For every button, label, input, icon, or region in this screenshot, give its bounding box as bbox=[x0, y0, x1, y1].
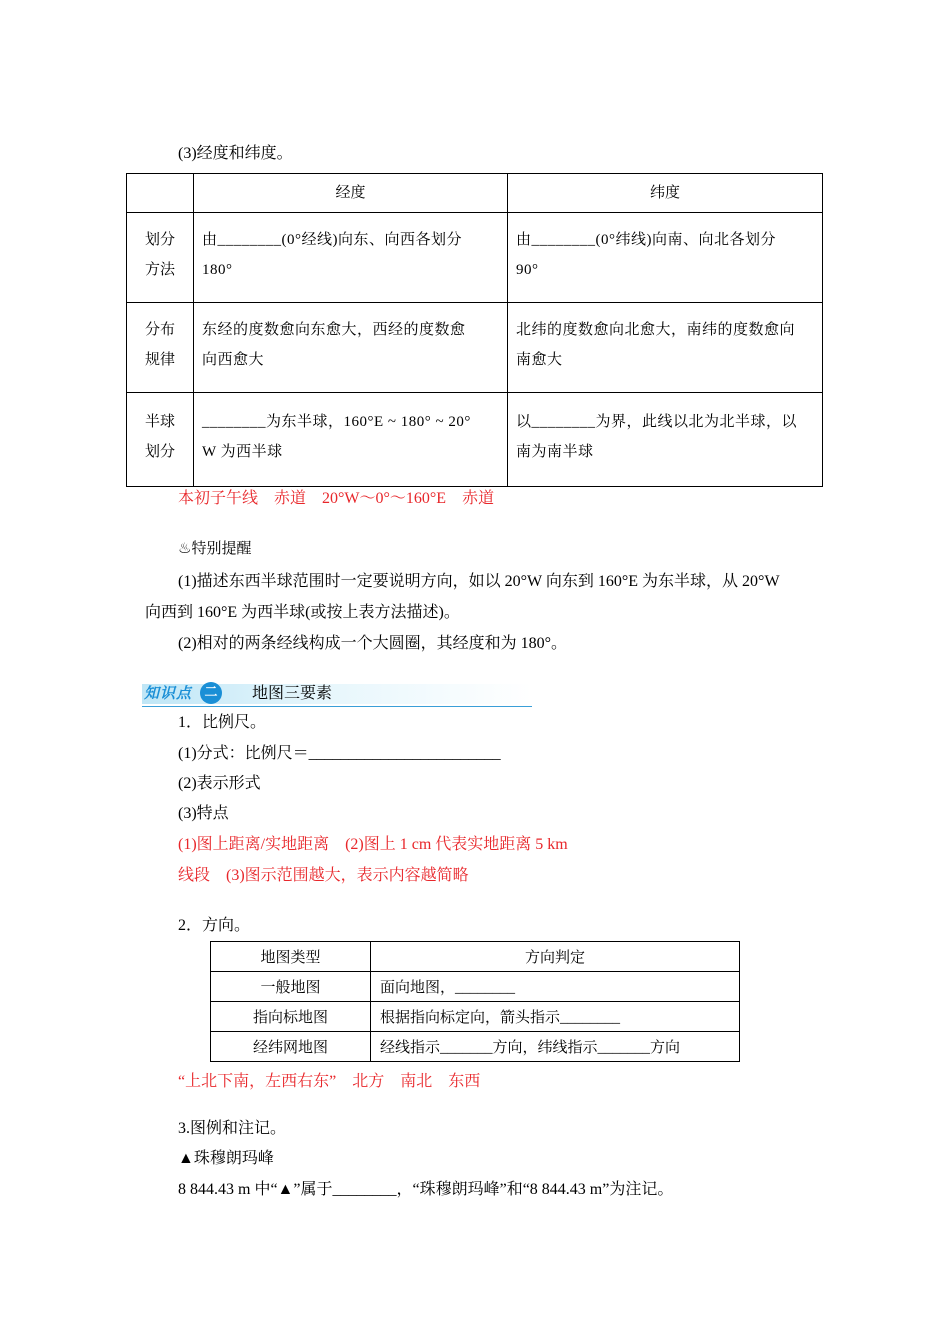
scale-line-2: (2)表示形式 bbox=[178, 775, 261, 792]
reminder-p1: (1)描述东西半球范围时一定要说明方向，如以 20°W 向东到 160°E 为东半球，从 20°W bbox=[178, 573, 780, 590]
table-cell: 一般地图 bbox=[211, 972, 371, 1002]
table-cell: 东经的度数愈向东愈大，西经的度数愈 向西愈大 bbox=[194, 303, 508, 393]
table-cell: 面向地图，________ bbox=[371, 972, 740, 1002]
knowledge-point-number: 二 bbox=[200, 682, 222, 704]
table-row bbox=[211, 1032, 740, 1062]
reminder-p1b: 向西到 160°E 为西半球(或按上表方法描述)。 bbox=[145, 604, 460, 621]
table-cell: 指向标地图 bbox=[211, 1002, 371, 1032]
lat-lon-table bbox=[126, 173, 823, 487]
direction-table bbox=[210, 941, 740, 1062]
table-row bbox=[127, 393, 823, 487]
scale-line-1: (1)分式：比例尺＝________________________ bbox=[178, 745, 501, 762]
table-header-cell: 方向判定 bbox=[371, 942, 740, 972]
table-cell: 根据指向标定向，箭头指示________ bbox=[371, 1002, 740, 1032]
table-header-cell: 经度 bbox=[194, 174, 508, 213]
direction-heading: 2．方向。 bbox=[178, 917, 251, 934]
answer-line-1: 本初子午线 赤道 20°W～0°～160°E 赤道 bbox=[178, 490, 495, 507]
table-header-row bbox=[211, 942, 740, 972]
table-header-cell: 纬度 bbox=[508, 174, 823, 213]
knowledge-point-tag: 知识点 bbox=[144, 684, 193, 702]
knowledge-point-banner bbox=[142, 678, 532, 712]
banner-underline bbox=[142, 706, 532, 707]
row-label: 划分 方法 bbox=[127, 213, 194, 303]
scale-line-3: (3)特点 bbox=[178, 805, 229, 822]
table-row bbox=[127, 303, 823, 393]
table-cell: 北纬的度数愈向北愈大，南纬的度数愈向 南愈大 bbox=[508, 303, 823, 393]
table-header-cell bbox=[127, 174, 194, 213]
legend-heading: 3.图例和注记。 bbox=[178, 1120, 287, 1137]
table-cell: ________为东半球，160°E ~ 180° ~ 20° W 为西半球 bbox=[194, 393, 508, 487]
table-cell: 由________(0°经线)向东、向西各划分 180° bbox=[194, 213, 508, 303]
table-cell: 经纬网地图 bbox=[211, 1032, 371, 1062]
scale-heading: 1．比例尺。 bbox=[178, 714, 267, 731]
scale-answer-2: 线段 (3)图示范围越大，表示内容越简略 bbox=[178, 867, 469, 884]
legend-text: 8 844.43 m 中“▲”属于________，“珠穆朗玛峰”和“8 844.43 m”为注记。 bbox=[178, 1181, 674, 1198]
legend-symbol-line: ▲珠穆朗玛峰 bbox=[178, 1150, 274, 1167]
knowledge-point-title: 地图三要素 bbox=[252, 685, 333, 702]
reminder-title: ♨特别提醒 bbox=[178, 539, 252, 557]
table-header-row bbox=[127, 174, 823, 213]
row-label: 半球 划分 bbox=[127, 393, 194, 487]
table-cell: 以________为界，此线以北为北半球，以 南为南半球 bbox=[508, 393, 823, 487]
table-row bbox=[211, 1002, 740, 1032]
table-cell: 经线指示_______方向，纬线指示_______方向 bbox=[371, 1032, 740, 1062]
direction-answer: “上北下南，左西右东” 北方 南北 东西 bbox=[178, 1073, 481, 1090]
table-row bbox=[211, 972, 740, 1002]
row-label: 分布 规律 bbox=[127, 303, 194, 393]
scale-answer-1: (1)图上距离/实地距离 (2)图上 1 cm 代表实地距离 5 km bbox=[178, 836, 568, 853]
table-header-cell: 地图类型 bbox=[211, 942, 371, 972]
table-cell: 由________(0°纬线)向南、向北各划分 90° bbox=[508, 213, 823, 303]
reminder-p2: (2)相对的两条经线构成一个大圆圈，其经度和为 180°。 bbox=[178, 635, 568, 652]
table-row bbox=[127, 213, 823, 303]
section-title-lat-lon: (3)经度和纬度。 bbox=[178, 145, 293, 162]
